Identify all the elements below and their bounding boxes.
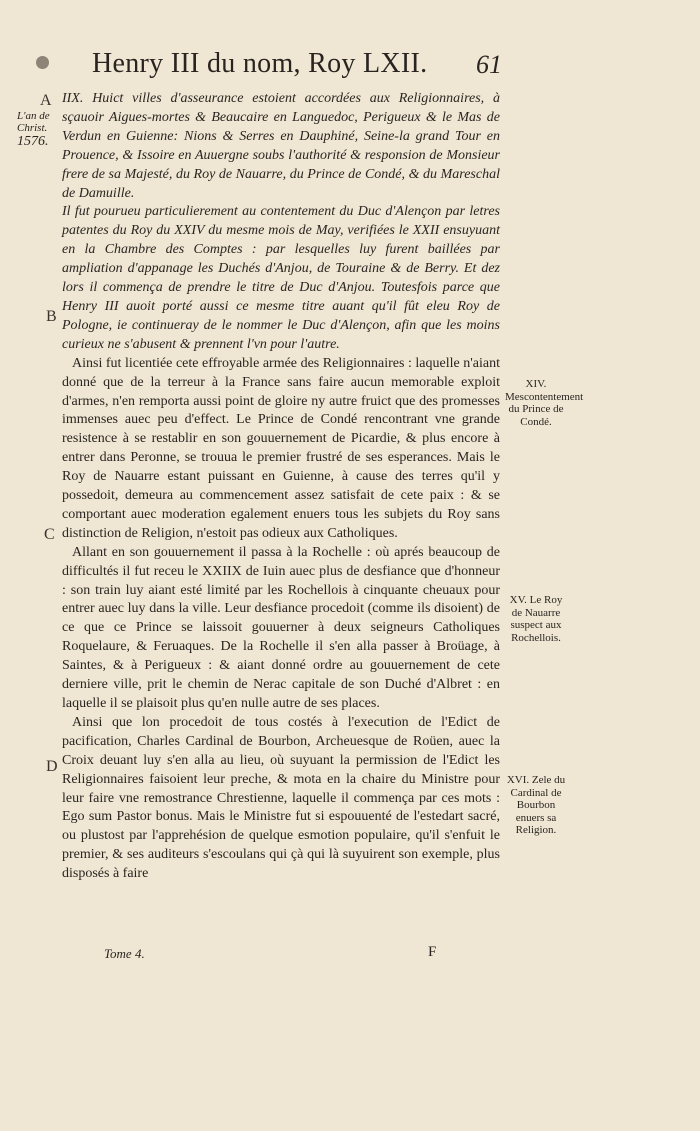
sidenote-xv: XV. Le Roy de Nauarre suspect aux Rochellois.	[509, 594, 563, 644]
paragraph: Allant en son gouuernement il passa à la Rochelle : où aprés beaucoup de difficultés il fut receu le XXIIX de Iuin auec plus de desfiance que d'honneur : son train luy aiant esté limité par les Rochellois à cinquante cheuaux pour entrer auec luy dans la ville. Leur desfiance procedoit (comme ils disoient) de ce que ce Prince se laissoit gouuerner à deux seigneurs Catholiques Roquelaure, & Feruaques. De la Rochelle il s'en alla passer à Broüage, à Saintes, & à Perigueux : & aiant donné ordre au gouuernement de cete derniere ville, prit le chemin de Nerac capitale de son Duché d'Albret : en laquelle il se plaisoit plus qu'en nulle autre de ses places.	[62, 544, 500, 711]
running-header	[0, 48, 700, 90]
signature-mark: F	[428, 944, 437, 960]
margin-letter-d: D	[46, 758, 58, 775]
paragraph: Il fut pourueu particulierement au contentement du Duc d'Alençon par letres patentes du Roy du XXIV du mesme mois de May, verifiées le XXII ensuyuant en la Chambre des Comptes : par lesquelles luy furent baillées par ampliation d'appanage les Duchés d'Anjou, de Touraine & de Berry. Et dez lors il commença de prendre le titre de Duc d'Anjou. Toutesfois parce que Henry III auoit porté aussi ce mesme titre auant qu'il fût eleu Roy de Pologne, ie continueray de le nommer le Duc d'Alençon, afin que les moins curieux ne s'abusent & prennent l'vn pour l'autre.	[62, 204, 500, 352]
main-text	[62, 90, 500, 884]
paragraph: Ainsi que lon procedoit de tous costés à l'execution de l'Edict de pacification, Charles Cardinal de Bourbon, Archeuesque de Roüen, auec la Croix deuant luy s'en alla au lieu, où suyuant la permission de l'Edict les Religionnaires faisoient leur preche, & mota en la chaire du Ministre pour leur faire vne remostrance Chrestienne, laquelle il commença par ces mots : Ego sum Pastor bonus. Mais le Ministre fut si espouuenté de l'estedart sacré, ou plustost par l'apprehésion de quelque esmotion populaire, qu'il s'enfuit le premier, & ses auditeurs s'escoulans qui çà qui là suyuirent son exemple, plus disposés à faire	[62, 714, 500, 882]
page-number: 61	[476, 50, 502, 79]
margin-letter-a: A	[40, 92, 52, 109]
margin-letter-b: B	[46, 308, 57, 325]
paragraph: IIX. Huict villes d'asseurance estoient accordées aux Religionnaires, à sçauoir Aigues-mortes & Beaucaire en Languedoc, Perigueux & le Mas de Verdun en Guienne: Nions & Serres en Dauphiné, Seine-la grand Tour en Prouence, & Issoire en Auuergne soubs l'authorité & responsion de Monsieur frere de sa Majesté, du Roy de Nauarre, du Prince de Condé, & du Mareschal de Damuille.	[62, 91, 500, 201]
margin-letter-c: C	[44, 526, 55, 543]
sidenote-xvi: XVI. Zele du Cardinal de Bourbon enuers sa Religion.	[506, 774, 566, 836]
sidenote-xiv: XIV. Mescontentement du Prince de Condé.	[505, 378, 584, 428]
year-marginal-note	[17, 110, 57, 148]
year-note-label: L'an de Christ.	[17, 110, 50, 134]
year-note-year: 1576.	[17, 134, 49, 149]
page-title: Henry III du nom, Roy LXII.	[92, 48, 428, 79]
paragraph: Ainsi fut licentiée cete effroyable armée des Religionnaires : laquelle n'aiant donné que de la terreur à la France sans faire aucun memorable exploit d'armes, n'en remporta aussi point de gloire ny autre fruict que des promesses immenses auec peu d'effect. Le Prince de Condé rencontrant vne grande resistence à se restablir en son gouuernement de Picardie, & plus encore à entrer dans Peronne, se trouua le premier frustré de ses esperances. Mais le Roy de Nauarre estant puissant en Guienne, à cause des terres qu'il y possedoit, demeura au commencement assez satisfait de cete paix : & se comportant auec moderation egalement enuers tous les subjets du Roy sans distinction de Religion, n'estoit pas odieux aux Catholiques.	[62, 355, 500, 541]
footer-volume: Tome 4.	[104, 946, 145, 961]
